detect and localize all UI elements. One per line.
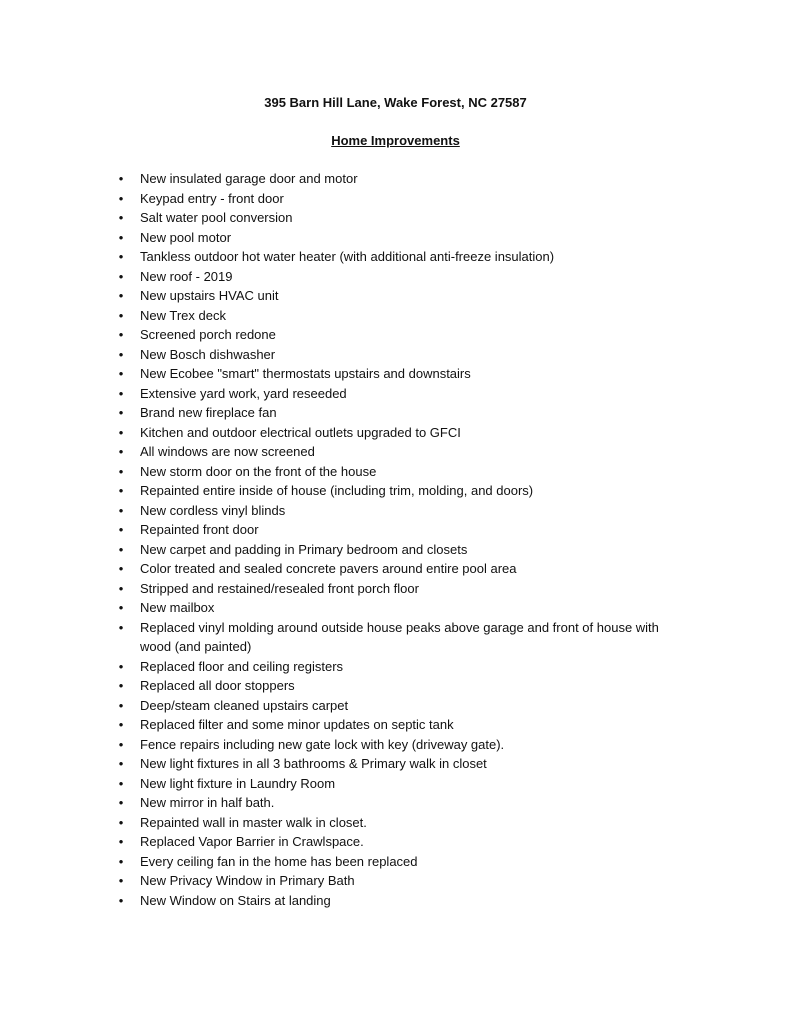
list-item-text: Kitchen and outdoor electrical outlets upgraded to GFCI (140, 424, 461, 440)
section-heading: Home Improvements (331, 133, 460, 148)
list-item-text: New Trex deck (140, 307, 226, 323)
list-item (0, 754, 791, 774)
list-item (0, 579, 791, 599)
list-item (0, 598, 791, 618)
list-item-text: Replaced floor and ceiling registers (140, 658, 344, 674)
bullet-icon: • (118, 288, 124, 303)
list-item (0, 696, 791, 716)
list-item-text: Replaced Vapor Barrier in Crawlspace. (140, 834, 364, 849)
list-item (0, 208, 791, 228)
list-item (0, 540, 791, 560)
list-item-text: Repainted front door (140, 522, 259, 537)
list-item (0, 267, 791, 287)
list-item (0, 384, 791, 404)
bullet-icon: • (118, 873, 124, 888)
bullet-icon: • (118, 736, 124, 752)
list-item-text: New Privacy Window in Primary Bath (140, 873, 355, 888)
list-item-text: Repainted wall in master walk in closet. (140, 814, 367, 830)
list-item (0, 676, 791, 696)
bullet-icon: • (118, 522, 124, 537)
list-item (0, 618, 791, 657)
bullet-icon: • (118, 853, 124, 869)
list-item (0, 364, 791, 384)
list-item (0, 520, 791, 540)
list-item (0, 189, 791, 209)
bullet-icon: • (118, 502, 124, 518)
list-item-text: Salt water pool conversion (140, 210, 293, 225)
list-item-text: All windows are now screened (140, 444, 315, 459)
list-item-text: New roof - 2019 (140, 268, 233, 284)
list-item-text: Tankless outdoor hot water heater (with additional anti-freeze insulation) (140, 249, 555, 264)
list-item-text: New Ecobee "smart" thermostats upstairs and downstairs (140, 366, 471, 381)
bullet-icon: • (118, 171, 124, 186)
bullet-icon: • (118, 834, 124, 849)
bullet-icon: • (118, 619, 124, 635)
list-item-text: New pool motor (140, 229, 232, 245)
list-item (0, 852, 791, 872)
list-item (0, 813, 791, 833)
list-item-text: Deep/steam cleaned upstairs carpet (140, 697, 349, 713)
list-item (0, 774, 791, 794)
list-item-text: Brand new fireplace fan (140, 405, 277, 420)
bullet-icon: • (118, 366, 124, 381)
bullet-icon: • (118, 580, 124, 596)
bullet-icon: • (118, 717, 124, 732)
bullet-icon: • (118, 756, 124, 771)
list-item-text: Stripped and restained/resealed front porch floor (140, 580, 419, 596)
bullet-icon: • (118, 600, 124, 615)
bullet-icon: • (118, 775, 124, 791)
list-item (0, 423, 791, 443)
list-item (0, 481, 791, 501)
list-item-text: Every ceiling fan in the home has been replaced (140, 853, 418, 869)
list-item (0, 228, 791, 248)
list-item (0, 345, 791, 365)
bullet-icon: • (118, 327, 124, 342)
list-item (0, 559, 791, 579)
list-item (0, 735, 791, 755)
list-item-text: New insulated garage door and motor (140, 171, 358, 186)
list-item-text: Replaced all door stoppers (140, 678, 295, 693)
list-item-text: Color treated and sealed concrete pavers around entire pool area (140, 561, 517, 576)
list-item (0, 501, 791, 521)
list-item (0, 462, 791, 482)
bullet-icon: • (118, 463, 124, 479)
list-item-text: New carpet and padding in Primary bedroom and closets (140, 541, 468, 557)
list-item-text: New mailbox (140, 600, 215, 615)
list-item (0, 793, 791, 813)
list-item (0, 832, 791, 852)
bullet-icon: • (118, 483, 124, 498)
list-item (0, 891, 791, 911)
bullet-icon: • (118, 795, 124, 810)
list-item-text: New upstairs HVAC unit (140, 288, 279, 303)
property-address: 395 Barn Hill Lane, Wake Forest, NC 27587 (264, 95, 527, 110)
list-item-text: Fence repairs including new gate lock with key (driveway gate). (140, 736, 505, 752)
list-item (0, 657, 791, 677)
bullet-icon: • (118, 307, 124, 323)
bullet-icon: • (118, 249, 124, 264)
bullet-icon: • (118, 346, 124, 362)
list-item (0, 247, 791, 267)
bullet-icon: • (118, 678, 124, 693)
bullet-icon: • (118, 444, 124, 459)
bullet-icon: • (118, 814, 124, 830)
bullet-icon: • (118, 658, 124, 674)
bullet-icon: • (118, 385, 124, 401)
bullet-icon: • (118, 541, 124, 557)
bullet-icon: • (118, 892, 124, 908)
list-item-text: New light fixture in Laundry Room (140, 775, 336, 791)
bullet-icon: • (118, 561, 124, 576)
list-item-text: New cordless vinyl blinds (140, 502, 286, 518)
bullet-icon: • (118, 697, 124, 713)
bullet-icon: • (118, 424, 124, 440)
list-item-text: New storm door on the front of the house (140, 463, 377, 479)
list-item-text: Replaced vinyl molding around outside house peaks above garage and front of house with wood (and painted) (140, 619, 659, 654)
improvements-list (0, 169, 791, 910)
bullet-icon: • (118, 405, 124, 420)
bullet-icon: • (118, 229, 124, 245)
list-item (0, 715, 791, 735)
list-item-text: Extensive yard work, yard reseeded (140, 385, 347, 401)
list-item (0, 306, 791, 326)
list-item-text: Repainted entire inside of house (including trim, molding, and doors) (140, 483, 534, 498)
list-item-text: Replaced filter and some minor updates on septic tank (140, 717, 454, 732)
list-item-text: Keypad entry - front door (140, 190, 284, 206)
bullet-icon: • (118, 210, 124, 225)
list-item-text: New mirror in half bath. (140, 795, 275, 810)
list-item (0, 442, 791, 462)
list-item (0, 403, 791, 423)
list-item (0, 325, 791, 345)
list-item-text: New light fixtures in all 3 bathrooms & Primary walk in closet (140, 756, 487, 771)
list-item (0, 286, 791, 306)
list-item (0, 871, 791, 891)
bullet-icon: • (118, 190, 124, 206)
list-item (0, 169, 791, 189)
bullet-icon: • (118, 268, 124, 284)
list-item-text: Screened porch redone (140, 327, 276, 342)
list-item-text: New Bosch dishwasher (140, 346, 276, 362)
list-item-text: New Window on Stairs at landing (140, 892, 331, 908)
